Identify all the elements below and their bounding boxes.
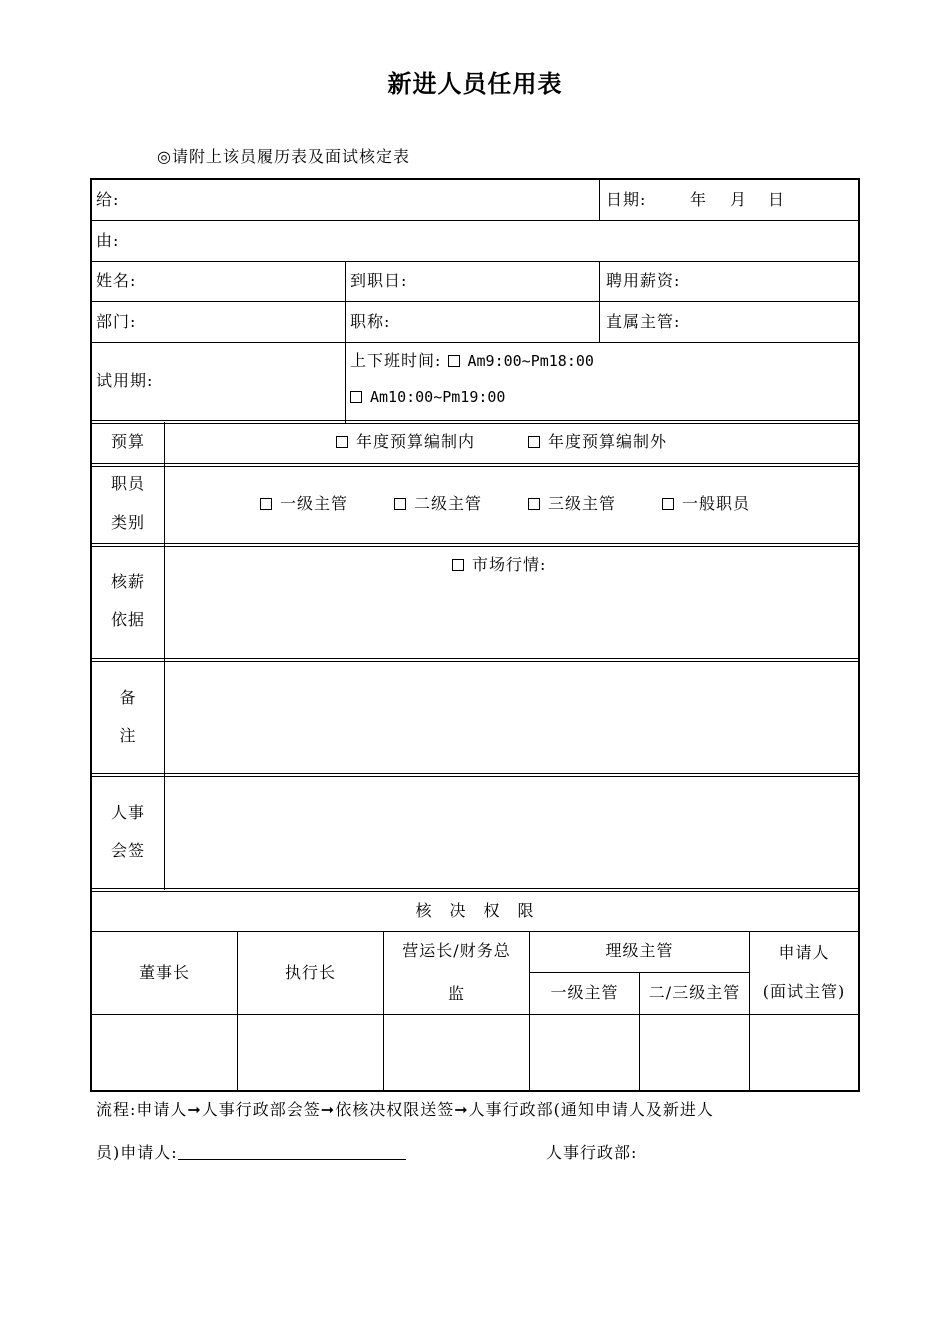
work-hours-label: 上下班时间:: [350, 351, 442, 370]
applicant-sign-label: 员)申请人:: [96, 1143, 178, 1162]
applicant-header-1: 申请人: [778, 943, 830, 962]
chairman-header: 董事长: [138, 963, 190, 982]
applicant-header-2: (面试主管): [762, 982, 846, 1001]
level23-signature-cell[interactable]: [640, 1015, 749, 1089]
col-divider: [599, 261, 600, 342]
salary-basis-label-1: 核薪: [110, 572, 145, 591]
hr-dept-sign-label: 人事行政部:: [546, 1143, 638, 1162]
hr-sign-label-1: 人事: [110, 803, 145, 822]
budget-in-checkbox[interactable]: [336, 436, 348, 448]
row-divider: [92, 220, 858, 221]
applicant-signature-cell[interactable]: [750, 1015, 858, 1089]
budget-out-checkbox[interactable]: [528, 436, 540, 448]
hours-option-1-checkbox[interactable]: [448, 355, 460, 367]
authority-title: 核 决 权 限: [415, 901, 535, 920]
level3-manager-checkbox[interactable]: [528, 498, 540, 510]
hours-option-2: Am10:00~Pm19:00: [370, 388, 506, 406]
process-flow-text: 流程:申请人➞人事行政部会签➞依核决权限送签➞人事行政部(通知申请人及新进人: [96, 1100, 714, 1119]
row-divider: [92, 773, 858, 777]
hr-sign-label-2: 会签: [110, 841, 145, 860]
work-hours-row: [350, 348, 594, 371]
col-divider: [345, 261, 346, 423]
salary-label: 聘用薪资:: [606, 271, 681, 290]
budget-option-1: 年度预算编制内: [336, 429, 475, 452]
level2-manager-checkbox[interactable]: [394, 498, 406, 510]
budget-label: 预算: [110, 432, 145, 451]
from-label: 由:: [96, 231, 120, 250]
staff-type-option-2: 二级主管: [394, 491, 482, 514]
position-label: 职称:: [350, 312, 391, 331]
ceo-signature-cell[interactable]: [238, 1015, 383, 1089]
staff-type-label-2: 类别: [110, 513, 145, 532]
market-rate-option: 市场行情:: [452, 552, 546, 575]
managers-header: 理级主管: [605, 941, 674, 960]
row-divider: [92, 342, 858, 343]
attachment-note: ◎请附上该员履历表及面试核定表: [157, 147, 410, 166]
row-divider: [92, 420, 858, 424]
level1-signature-cell[interactable]: [530, 1015, 639, 1089]
budget-option-2: 年度预算编制外: [528, 429, 667, 452]
hours-option-2-checkbox[interactable]: [350, 391, 362, 403]
staff-type-label-1: 职员: [110, 474, 145, 493]
staff-type-option-3: 三级主管: [528, 491, 616, 514]
general-staff-checkbox[interactable]: [662, 498, 674, 510]
market-rate-checkbox[interactable]: [452, 559, 464, 571]
trial-period-label: 试用期:: [96, 371, 154, 390]
col-divider: [164, 422, 165, 890]
ceo-header: 执行长: [284, 963, 336, 982]
remarks-label-2: 注: [119, 726, 137, 745]
start-date-label: 到职日:: [350, 271, 408, 290]
to-label: 给:: [96, 190, 120, 209]
coo-cfo-header-2: 监: [447, 984, 465, 1003]
month-label: 月: [730, 190, 748, 209]
coo-cfo-signature-cell[interactable]: [384, 1015, 529, 1089]
row-divider: [92, 463, 858, 467]
page-title: 新进人员任用表: [387, 70, 563, 98]
staff-type-option-4: 一般职员: [662, 491, 750, 514]
year-label: 年: [690, 190, 708, 209]
footer-sign-row: [96, 1140, 406, 1163]
staff-type-option-1: 一级主管: [260, 491, 348, 514]
level1-manager-header: 一级主管: [550, 983, 619, 1002]
department-label: 部门:: [96, 312, 137, 331]
hours-option-1: Am9:00~Pm18:00: [467, 352, 594, 370]
row-divider: [92, 888, 858, 892]
coo-cfo-header-1: 营运长/财务总: [402, 941, 511, 960]
supervisor-label: 直属主管:: [606, 312, 681, 331]
level1-manager-checkbox[interactable]: [260, 498, 272, 510]
work-hours-row-2: [350, 387, 505, 406]
row-divider: [92, 543, 858, 547]
remarks-label-1: 备: [119, 688, 137, 707]
row-divider: [92, 931, 858, 932]
applicant-sign-line[interactable]: [178, 1145, 406, 1160]
employment-form: [90, 178, 860, 1092]
salary-basis-label-2: 依据: [110, 610, 145, 629]
row-divider: [92, 658, 858, 662]
col-divider: [599, 180, 600, 220]
level23-manager-header: 二/三级主管: [648, 983, 741, 1002]
date-label: 日期:: [606, 190, 647, 209]
chairman-signature-cell[interactable]: [92, 1015, 237, 1089]
row-divider: [92, 301, 858, 302]
day-label: 日: [768, 190, 786, 209]
row-divider: [92, 261, 858, 262]
name-label: 姓名:: [96, 271, 137, 290]
